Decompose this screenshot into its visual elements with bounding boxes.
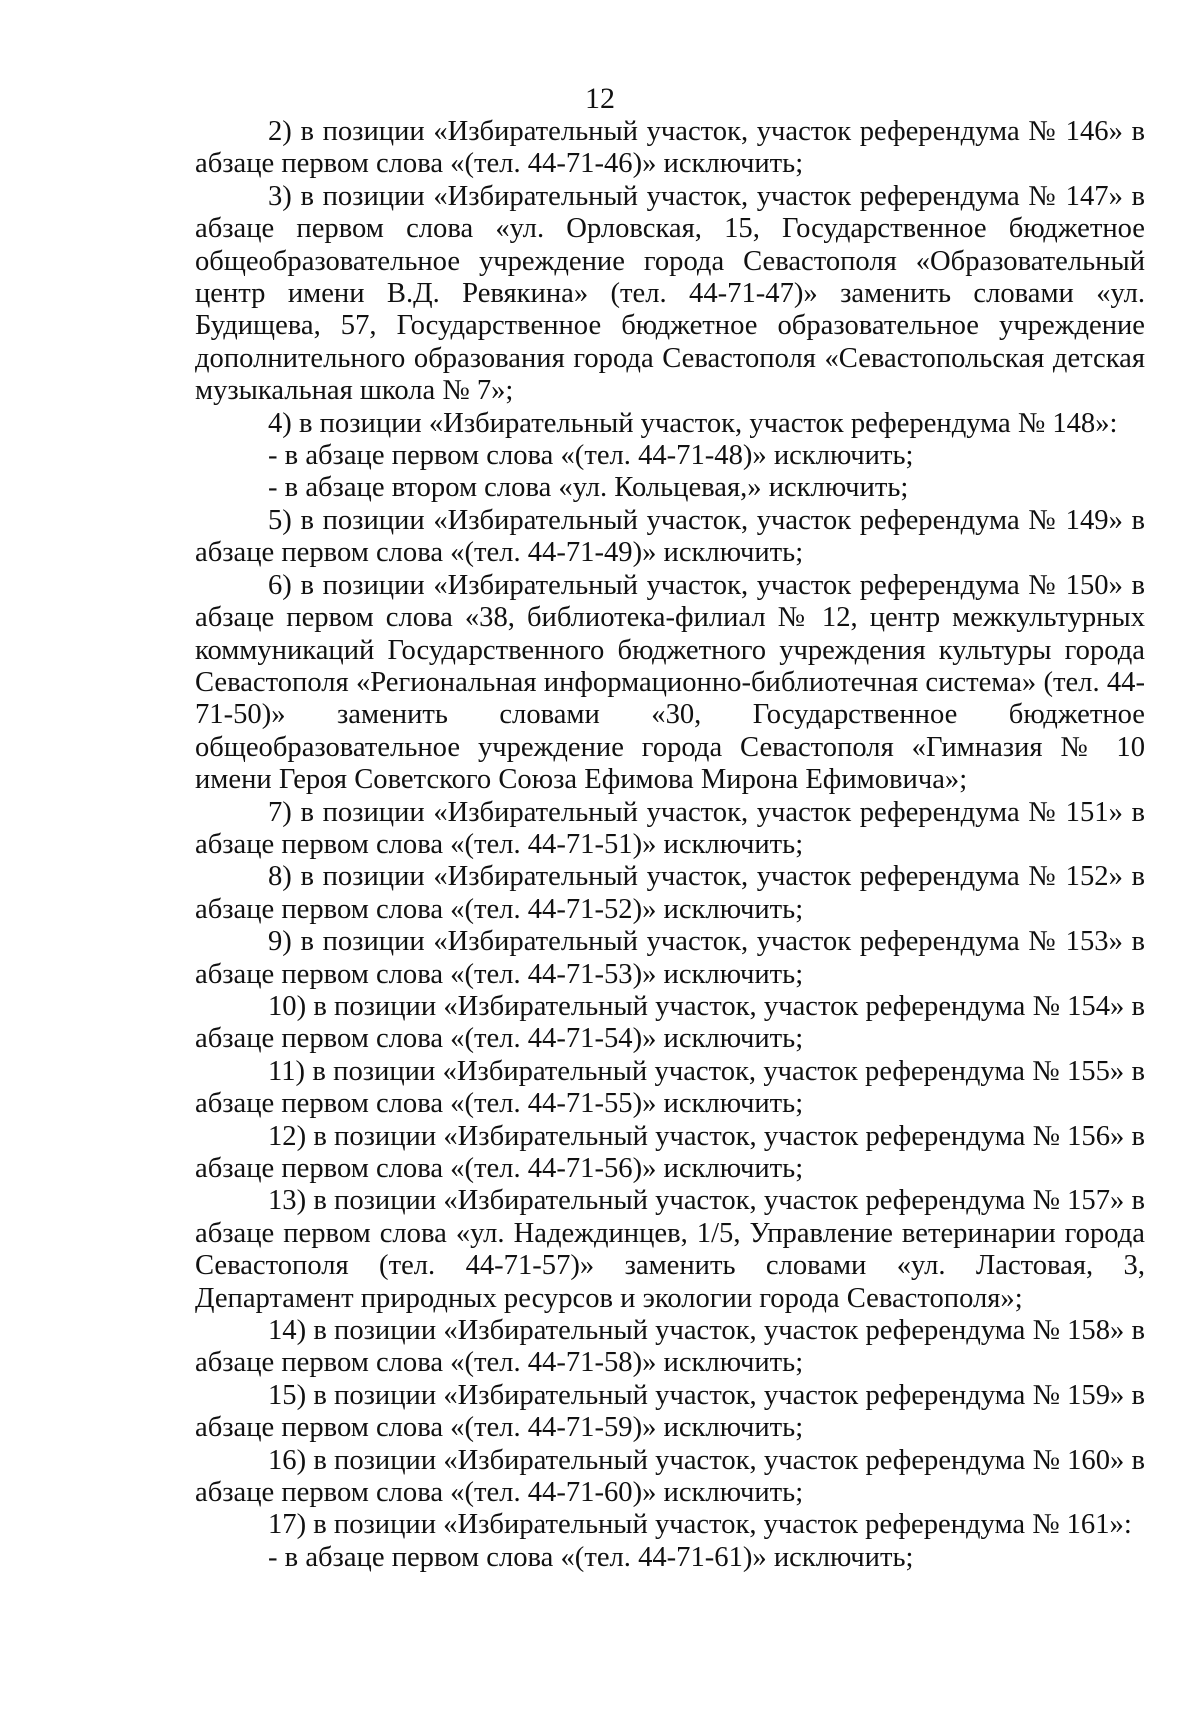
- paragraph-item-15: 15) в позиции «Избирательный участок, участок референдума № 159» в абзаце первом слова «(тел. 44-71-59)» исключить;: [195, 1379, 1145, 1444]
- paragraph-item-4: 4) в позиции «Избирательный участок, участок референдума № 148»:: [268, 407, 1118, 439]
- paragraph-item-12: 12) в позиции «Избирательный участок, участок референдума № 156» в абзаце первом слова «(тел. 44-71-56)» исключить;: [195, 1120, 1145, 1184]
- paragraph-item-13: 13) в позиции «Избирательный участок, участок референдума № 157» в абзаце первом слова «ул. Надеждинцев, 1/5, Управление ветеринарии города Севастополя (тел. 44-71-57)» заменить словами «ул. Ластовая, 3, Департамент природных ресурсов и экологии города Севастополя»;: [195, 1185, 1145, 1314]
- paragraph-subitem-17-first: - в абзаце первом слова «(тел. 44-71-61)» исключить;: [268, 1541, 914, 1573]
- paragraph-item-5: 5) в позиции «Избирательный участок, участок референдума № 149» в абзаце первом слова «(тел. 44-71-49)» исключить;: [195, 504, 1145, 569]
- page-number: 12: [585, 82, 615, 115]
- document-body: [195, 116, 1145, 1574]
- paragraph-item-16: 16) в позиции «Избирательный участок, участок референдума № 160» в абзаце первом слова «(тел. 44-71-60)» исключить;: [195, 1444, 1145, 1509]
- paragraph-item-6: 6) в позиции «Избирательный участок, участок референдума № 150» в абзаце первом слова «38, библиотека-филиал № 12, центр межкультурных коммуникаций Государственного бюджетного учреждения культуры города Севастополя «Региональная информационно-библиотечная система» (тел. 44-71-50)» заменить словами «30, Государственное бюджетное общеобразовательное учреждение города Севастополя «Гимназия № 10 имени Героя Советского Союза Ефимова Мирона Ефимовича»;: [195, 569, 1145, 796]
- paragraph-item-8: 8) в позиции «Избирательный участок, участок референдума № 152» в абзаце первом слова «(тел. 44-71-52)» исключить;: [195, 861, 1145, 925]
- paragraph-item-7: 7) в позиции «Избирательный участок, участок референдума № 151» в абзаце первом слова «(тел. 44-71-51)» исключить;: [195, 796, 1145, 860]
- paragraph-item-2: 2) в позиции «Избирательный участок, участок референдума № 146» в абзаце первом слова «(тел. 44-71-46)» исключить;: [195, 116, 1145, 180]
- paragraph-item-9: 9) в позиции «Избирательный участок, участок референдума № 153» в абзаце первом слова «(тел. 44-71-53)» исключить;: [195, 926, 1145, 990]
- paragraph-item-3: 3) в позиции «Избирательный участок, участок референдума № 147» в абзаце первом слова «ул. Орловская, 15, Государственное бюджетное общеобразовательное учреждение города Севастополя «Образовательный центр имени В.Д. Ревякина» (тел. 44-71-47)» заменить словами «ул. Будищева, 57, Государственное бюджетное образовательное учреждение дополнительного образования города Севастополя «Севастопольская детская музыкальная школа № 7»;: [195, 180, 1145, 407]
- paragraph-item-14: 14) в позиции «Избирательный участок, участок референдума № 158» в абзаце первом слова «(тел. 44-71-58)» исключить;: [195, 1315, 1145, 1379]
- paragraph-subitem-4-first: - в абзаце первом слова «(тел. 44-71-48)» исключить;: [268, 440, 914, 472]
- paragraph-item-11: 11) в позиции «Избирательный участок, участок референдума № 155» в абзаце первом слова «(тел. 44-71-55)» исключить;: [195, 1055, 1145, 1120]
- paragraph-item-17: 17) в позиции «Избирательный участок, участок референдума № 161»:: [268, 1509, 1132, 1541]
- paragraph-item-10: 10) в позиции «Избирательный участок, участок референдума № 154» в абзаце первом слова «(тел. 44-71-54)» исключить;: [195, 990, 1145, 1055]
- paragraph-subitem-4-second: - в абзаце втором слова «ул. Кольцевая,» исключить;: [268, 472, 909, 504]
